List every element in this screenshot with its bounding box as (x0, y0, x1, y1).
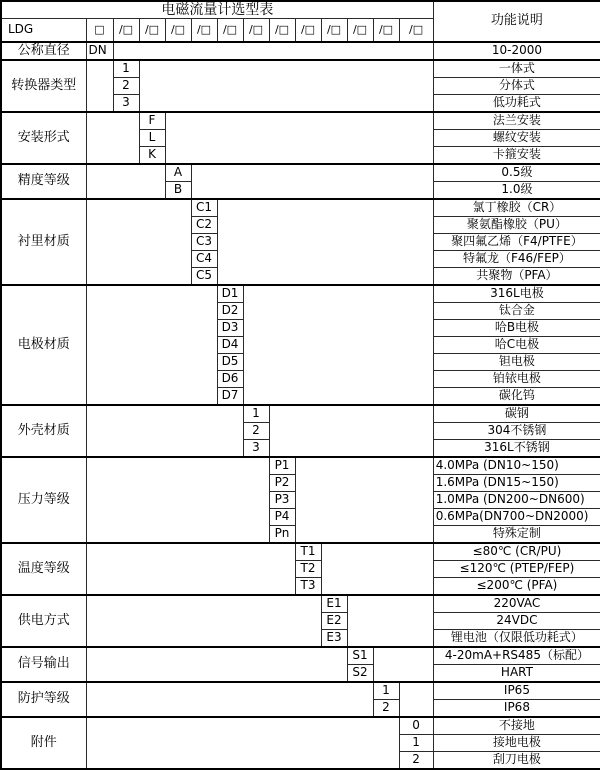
code-cell: Pn (269, 525, 295, 543)
spacer-cell (86, 595, 321, 647)
desc-cell: 聚四氟乙烯（F4/PTFE） (433, 233, 600, 250)
desc-cell: 钛合金 (433, 302, 600, 319)
model-box: □ (86, 19, 113, 42)
code-cell: D6 (217, 370, 243, 387)
spacer-cell (86, 543, 295, 595)
desc-cell: 10-2000 (433, 42, 600, 60)
spacer-cell (86, 199, 191, 285)
desc-cell: 1.6MPa (DN15~150) (433, 474, 600, 491)
category-converter-type: 转换器类型 (1, 60, 86, 112)
code-cell: 3 (243, 439, 269, 457)
desc-cell: 4.0MPa (DN10~150) (433, 457, 600, 475)
desc-cell: 304不锈钢 (433, 422, 600, 439)
desc-cell: 氯丁橡胶（CR） (433, 199, 600, 217)
code-cell: P3 (269, 491, 295, 508)
code-cell: B (165, 181, 191, 199)
code-cell: 2 (113, 77, 139, 94)
desc-cell: HART (433, 664, 600, 682)
desc-cell: 一体式 (433, 60, 600, 78)
code-cell: C5 (191, 267, 217, 285)
category-temperature-rating: 温度等级 (1, 543, 86, 595)
code-cell: 1 (399, 734, 433, 751)
desc-cell: 220VAC (433, 595, 600, 613)
spacer-cell (139, 60, 433, 112)
category-protection-rating: 防护等级 (1, 682, 86, 717)
desc-cell: 特氟龙（F46/FEP） (433, 250, 600, 267)
desc-cell: IP65 (433, 682, 600, 700)
code-cell: T1 (295, 543, 321, 561)
category-pressure-rating: 压力等级 (1, 457, 86, 543)
desc-cell: 分体式 (433, 77, 600, 94)
desc-cell: 特殊定制 (433, 525, 600, 543)
desc-cell: 哈C电极 (433, 336, 600, 353)
desc-cell: ≤120℃ (PTEP/FEP) (433, 560, 600, 577)
desc-cell: 卡箍安装 (433, 146, 600, 164)
code-cell: T3 (295, 577, 321, 595)
model-prefix: LDG (1, 19, 86, 42)
model-slot: /□ (295, 19, 321, 42)
desc-cell: 聚氨酯橡胶（PU） (433, 216, 600, 233)
spacer-cell (321, 543, 433, 595)
code-cell: C2 (191, 216, 217, 233)
code-cell: E1 (321, 595, 347, 613)
code-cell: S2 (347, 664, 373, 682)
desc-cell: 24VDC (433, 612, 600, 629)
spacer-cell (243, 285, 433, 405)
model-slot: /□ (165, 19, 191, 42)
model-slot: /□ (399, 19, 433, 42)
spacer-cell (86, 717, 399, 769)
code-cell: K (139, 146, 165, 164)
category-accessories: 附件 (1, 717, 86, 769)
code-cell: P1 (269, 457, 295, 475)
code-cell: 1 (373, 682, 399, 700)
category-electrode-material: 电极材质 (1, 285, 86, 405)
category-accuracy: 精度等级 (1, 164, 86, 199)
spacer-cell (86, 60, 113, 112)
spacer-cell (269, 405, 433, 457)
spacer-cell (86, 405, 243, 457)
code-cell: 2 (243, 422, 269, 439)
category-power-supply: 供电方式 (1, 595, 86, 647)
desc-cell: 4-20mA+RS485（标配） (433, 647, 600, 665)
desc-cell: 低功耗式 (433, 94, 600, 112)
model-slot: /□ (139, 19, 165, 42)
model-slot: /□ (217, 19, 243, 42)
desc-cell: 1.0级 (433, 181, 600, 199)
desc-cell: 不接地 (433, 717, 600, 735)
desc-cell: 铂铱电极 (433, 370, 600, 387)
spacer-cell (165, 112, 433, 164)
desc-cell: 刮刀电极 (433, 751, 600, 769)
desc-cell: 1.0MPa (DN200~DN600) (433, 491, 600, 508)
category-nominal-diameter: 公称直径 (1, 42, 86, 60)
code-cell: P4 (269, 508, 295, 525)
model-slot: /□ (373, 19, 399, 42)
category-liner-material: 衬里材质 (1, 199, 86, 285)
spacer-cell (86, 285, 217, 405)
table-title: 电磁流量计选型表 (1, 1, 433, 19)
code-cell: D7 (217, 387, 243, 405)
spacer-cell (373, 647, 433, 682)
desc-cell: 哈B电极 (433, 319, 600, 336)
code-cell: 3 (113, 94, 139, 112)
code-cell: E3 (321, 629, 347, 647)
code-cell: D1 (217, 285, 243, 303)
spacer-cell (86, 164, 165, 199)
desc-cell: 碳化钨 (433, 387, 600, 405)
desc-cell: 316L不锈钢 (433, 439, 600, 457)
desc-cell: 0.5级 (433, 164, 600, 182)
category-signal-output: 信号输出 (1, 647, 86, 682)
spacer-cell (295, 457, 433, 543)
code-cell: T2 (295, 560, 321, 577)
desc-cell: 钽电极 (433, 353, 600, 370)
code-cell: C4 (191, 250, 217, 267)
code-cell: C3 (191, 233, 217, 250)
desc-cell: IP68 (433, 699, 600, 717)
spacer-cell (86, 682, 373, 717)
code-cell: 2 (399, 751, 433, 769)
code-cell: L (139, 129, 165, 146)
code-cell: D2 (217, 302, 243, 319)
code-cell: D5 (217, 353, 243, 370)
model-slot: /□ (191, 19, 217, 42)
code-cell: D3 (217, 319, 243, 336)
spacer-cell (113, 42, 433, 60)
code-cell: P2 (269, 474, 295, 491)
code-cell: 2 (373, 699, 399, 717)
code-cell: F (139, 112, 165, 130)
spacer-cell (86, 647, 347, 682)
category-install-type: 安装形式 (1, 112, 86, 164)
desc-cell: 螺纹安装 (433, 129, 600, 146)
code-cell: E2 (321, 612, 347, 629)
code-cell: 1 (113, 60, 139, 78)
desc-cell: 共聚物（PFA） (433, 267, 600, 285)
spacer-cell (86, 112, 139, 164)
desc-cell: 0.6MPa(DN700~DN2000) (433, 508, 600, 525)
code-cell: 1 (243, 405, 269, 423)
category-housing-material: 外壳材质 (1, 405, 86, 457)
model-slot: /□ (269, 19, 295, 42)
code-cell: A (165, 164, 191, 182)
desc-cell: 碳钢 (433, 405, 600, 423)
function-column-header: 功能说明 (433, 1, 600, 42)
spacer-cell (191, 164, 433, 199)
code-cell: D4 (217, 336, 243, 353)
code-cell: C1 (191, 199, 217, 217)
spacer-cell (86, 457, 269, 543)
desc-cell: 316L电极 (433, 285, 600, 303)
code-cell: DN (86, 42, 113, 60)
model-slot: /□ (347, 19, 373, 42)
model-slot: /□ (321, 19, 347, 42)
model-slot: /□ (113, 19, 139, 42)
model-slot: /□ (243, 19, 269, 42)
spacer-cell (399, 682, 433, 717)
desc-cell: 接地电极 (433, 734, 600, 751)
desc-cell: ≤200℃ (PFA) (433, 577, 600, 595)
spacer-cell (217, 199, 433, 285)
desc-cell: 法兰安装 (433, 112, 600, 130)
code-cell: 0 (399, 717, 433, 735)
desc-cell: 锂电池（仅限低功耗式） (433, 629, 600, 647)
desc-cell: ≤80℃ (CR/PU) (433, 543, 600, 561)
spacer-cell (347, 595, 433, 647)
code-cell: S1 (347, 647, 373, 665)
